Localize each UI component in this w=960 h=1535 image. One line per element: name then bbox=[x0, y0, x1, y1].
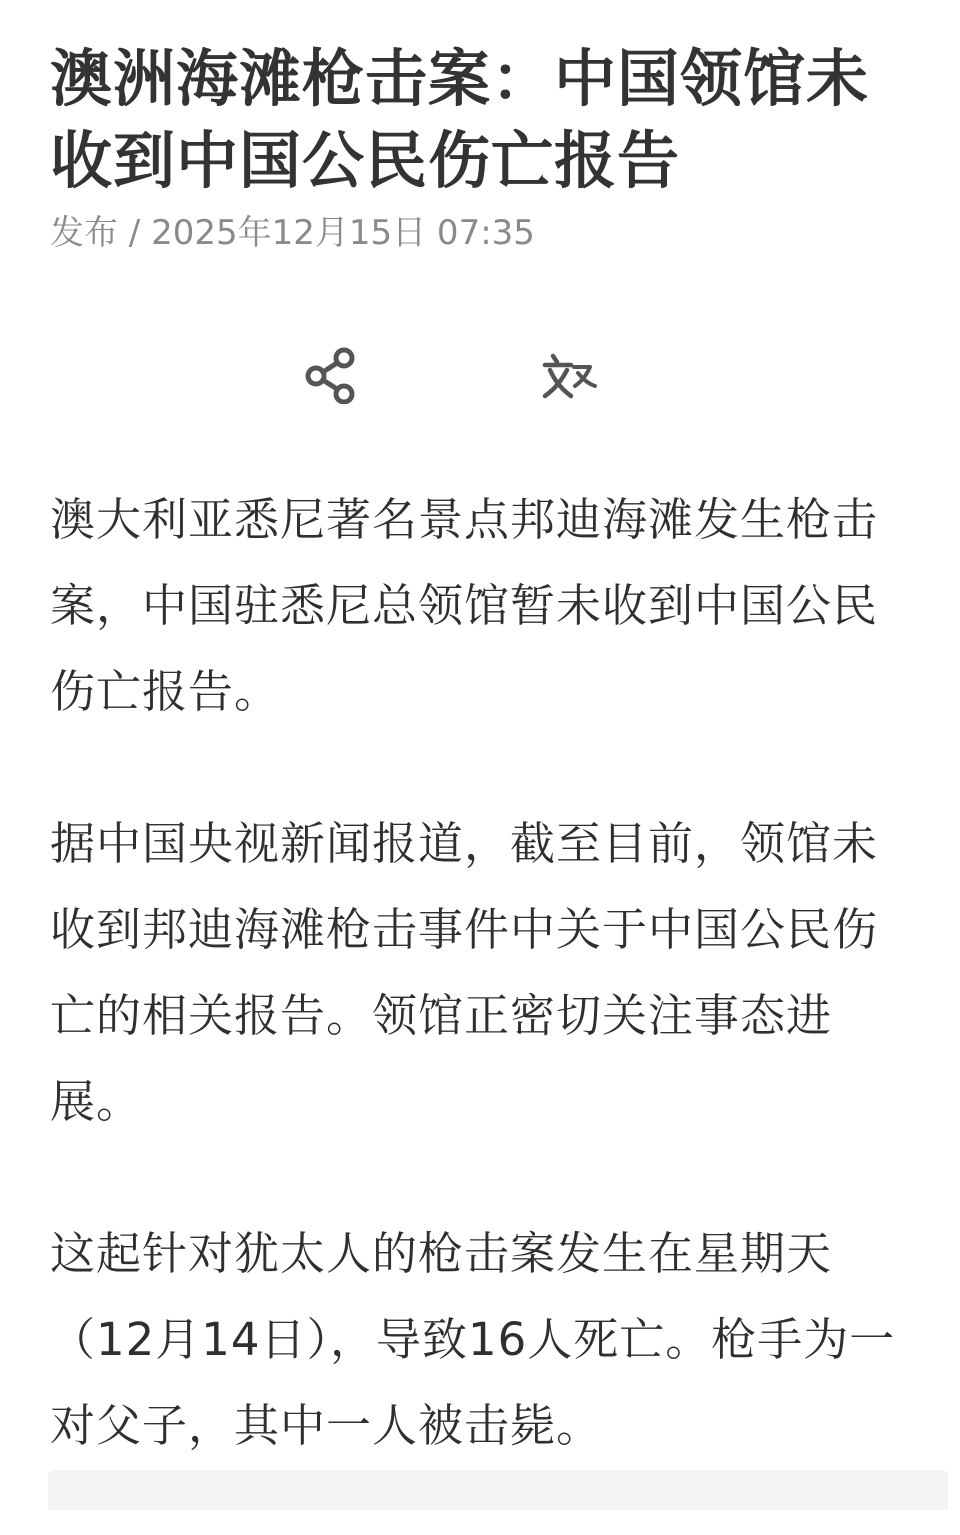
article-paragraph: 这起针对犹太人的枪击案发生在星期天（12月14日），导致16人死亡。枪手为一对父子，其中一人被击毙。 bbox=[50, 1227, 896, 1452]
article-body bbox=[50, 477, 910, 1535]
article-title: 澳洲海滩枪击案：中国领馆未收到中国公民伤亡报告 bbox=[50, 42, 870, 197]
share-icon bbox=[302, 346, 360, 404]
publish-meta: 发布 / 2025年12月15日 07:35 bbox=[50, 213, 535, 253]
bottom-card bbox=[48, 1470, 948, 1510]
article bbox=[50, 0, 910, 1452]
article-paragraph: 据中国央视新闻报道，截至目前，领馆未收到邦迪海滩枪击事件中关于中国公民伤亡的相关报告。领馆正密切关注事态进展。 bbox=[50, 817, 879, 1128]
article-actions bbox=[50, 340, 910, 410]
share-button[interactable] bbox=[296, 340, 366, 410]
article-paragraph: 澳大利亚悉尼著名景点邦迪海滩发生枪击案，中国驻悉尼总领馆暂未收到中国公民伤亡报告。 bbox=[50, 493, 879, 718]
translate-icon bbox=[541, 346, 599, 404]
translate-button[interactable] bbox=[535, 340, 605, 410]
